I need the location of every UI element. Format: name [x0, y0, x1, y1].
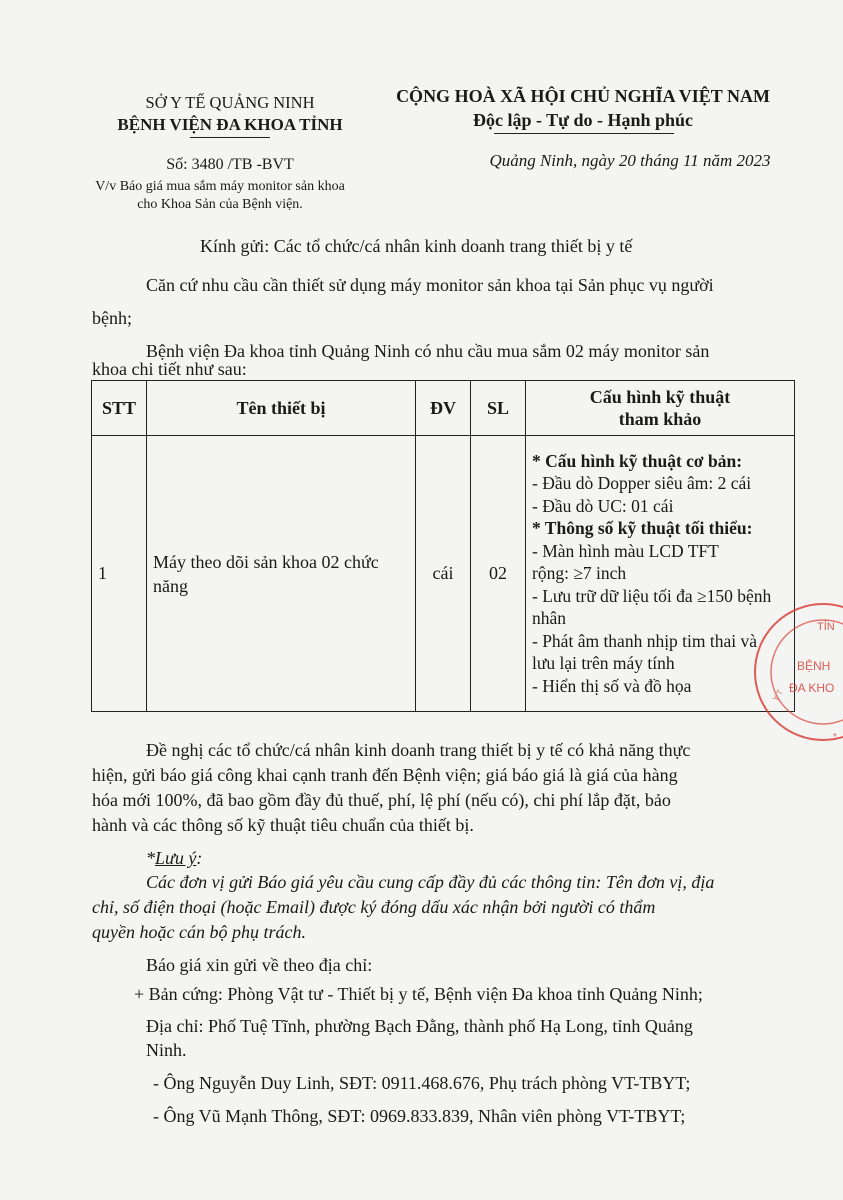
intro-p2-line2: khoa chi tiết như sau:	[92, 359, 247, 379]
stamp-star: *	[833, 732, 837, 743]
table-row	[92, 436, 795, 712]
stamp-text-top: TỈN	[817, 621, 835, 633]
document-subject	[70, 178, 370, 214]
subject-line2: cho Khoa Sản của Bệnh viện.	[137, 197, 303, 212]
cell-quantity: 02	[471, 436, 526, 712]
note-line2: chỉ, số điện thoại (hoặc Email) được ký đóng dấu xác nhận bởi người có thẩm	[92, 897, 656, 917]
body-p3-line4: hành và các thông số kỹ thuật tiêu chuẩn của thiết bị.	[92, 815, 474, 835]
header-config	[526, 381, 795, 436]
header-quantity: SL	[471, 381, 526, 436]
intro-p2-line1: Bệnh viện Đa khoa tỉnh Quảng Ninh có nhu cầu mua sắm 02 máy monitor sản	[146, 341, 710, 361]
subject-line1: V/v Báo giá mua sắm máy monitor sản khoa	[95, 179, 345, 194]
config-line: - Phát âm thanh nhịp tim thai và	[532, 630, 758, 651]
header-name: Tên thiết bị	[147, 381, 416, 436]
org-line2: BỆNH VIỆN ĐA KHOA TỈNH	[117, 115, 343, 134]
config-line: - Đầu dò Dopper siêu âm: 2 cái	[532, 473, 752, 494]
org-underline	[190, 137, 270, 138]
address-line2: Ninh.	[146, 1040, 187, 1060]
intro-p1-line1: Căn cứ nhu cầu cần thiết sử dụng máy monitor sản khoa tại Sản phục vụ người	[146, 275, 714, 295]
document-number: Số: 3480 /TB -BVT	[166, 156, 294, 173]
contact-line-1: - Ông Nguyễn Duy Linh, SĐT: 0911.468.676, Phụ trách phòng VT-TBYT;	[153, 1073, 691, 1093]
stamp-text-mid2: ĐA KHO	[789, 681, 835, 695]
red-seal-stamp	[745, 600, 843, 750]
cell-name: Máy theo dõi sản khoa 02 chức năng	[147, 436, 416, 712]
config-line: nhân	[532, 608, 567, 629]
config-line: - Lưu trữ dữ liệu tối đa ≥150 bệnh	[532, 585, 772, 606]
place-date: Quảng Ninh, ngày 20 tháng 11 năm 2023	[489, 151, 771, 170]
send-to-line: Báo giá xin gửi về theo địa chỉ:	[146, 955, 373, 975]
issuing-organization	[100, 92, 360, 136]
country-line1: CỘNG HOÀ XÃ HỘI CHỦ NGHĨA VIỆT NAM	[396, 86, 770, 106]
header-config-line1: Cấu hình kỹ thuật	[589, 387, 731, 407]
hard-copy-line: + Bản cứng: Phòng Vật tư - Thiết bị y tế, Bệnh viện Đa khoa tỉnh Quảng Ninh;	[134, 984, 703, 1004]
stamp-text-mid1: BỆNH	[797, 659, 831, 673]
recipient-line: Kính gửi: Các tổ chức/cá nhân kinh doanh trang thiết bị y tế	[200, 236, 633, 256]
note-colon: :	[196, 848, 203, 868]
body-p3-line2: hiện, gửi báo giá công khai cạnh tranh đến Bệnh viện; giá báo giá là giá của hàng	[92, 765, 678, 785]
cell-unit: cái	[416, 436, 471, 712]
motto-underline	[494, 133, 674, 134]
body-p3-line3: hóa mới 100%, đã bao gồm đầy đủ thuế, phí, lệ phí (nếu có), chi phí lắp đặt, bảo	[92, 790, 671, 810]
config-line: lưu lại trên máy tính	[532, 653, 675, 674]
note-line3: quyền hoặc cán bộ phụ trách.	[92, 922, 306, 942]
note-heading	[146, 846, 202, 871]
header-config-line2: tham khảo	[618, 409, 702, 429]
body-p3-line1: Đề nghị các tổ chức/cá nhân kinh doanh trang thiết bị y tế có khả năng thực	[146, 740, 691, 760]
table-header-row	[92, 381, 795, 436]
org-line1: SỞ Y TẾ QUẢNG NINH	[145, 93, 315, 112]
address-line1: Địa chỉ: Phố Tuệ Tĩnh, phường Bạch Đằng, thành phố Hạ Long, tỉnh Quảng	[146, 1016, 693, 1036]
country-line2: Độc lập - Tự do - Hạnh phúc	[472, 110, 694, 130]
config-line: - Đầu dò UC: 01 cái	[532, 495, 674, 516]
national-motto	[378, 84, 788, 132]
cell-stt: 1	[92, 436, 147, 712]
config-line: - Hiển thị số và đồ họa	[532, 675, 692, 696]
note-title: Lưu ý	[155, 848, 197, 868]
header-unit: ĐV	[416, 381, 471, 436]
config-line: - Màn hình màu LCD TFT	[532, 540, 719, 561]
note-line1: Các đơn vị gửi Báo giá yêu cầu cung cấp đầy đủ các thông tin: Tên đơn vị, địa	[146, 872, 715, 892]
contact-line-2: - Ông Vũ Mạnh Thông, SĐT: 0969.833.839, Nhân viên phòng VT-TBYT;	[153, 1106, 686, 1126]
note-star: *	[146, 848, 155, 868]
stamp-ring-text: Y T	[770, 687, 785, 703]
config-line: * Cấu hình kỹ thuật cơ bản:	[532, 450, 743, 471]
intro-p1-line2: bệnh;	[92, 308, 132, 328]
equipment-table	[91, 380, 795, 712]
config-line: rộng: ≥7 inch	[532, 563, 627, 584]
header-stt: STT	[92, 381, 147, 436]
config-line: * Thông số kỹ thuật tối thiểu:	[532, 518, 753, 539]
